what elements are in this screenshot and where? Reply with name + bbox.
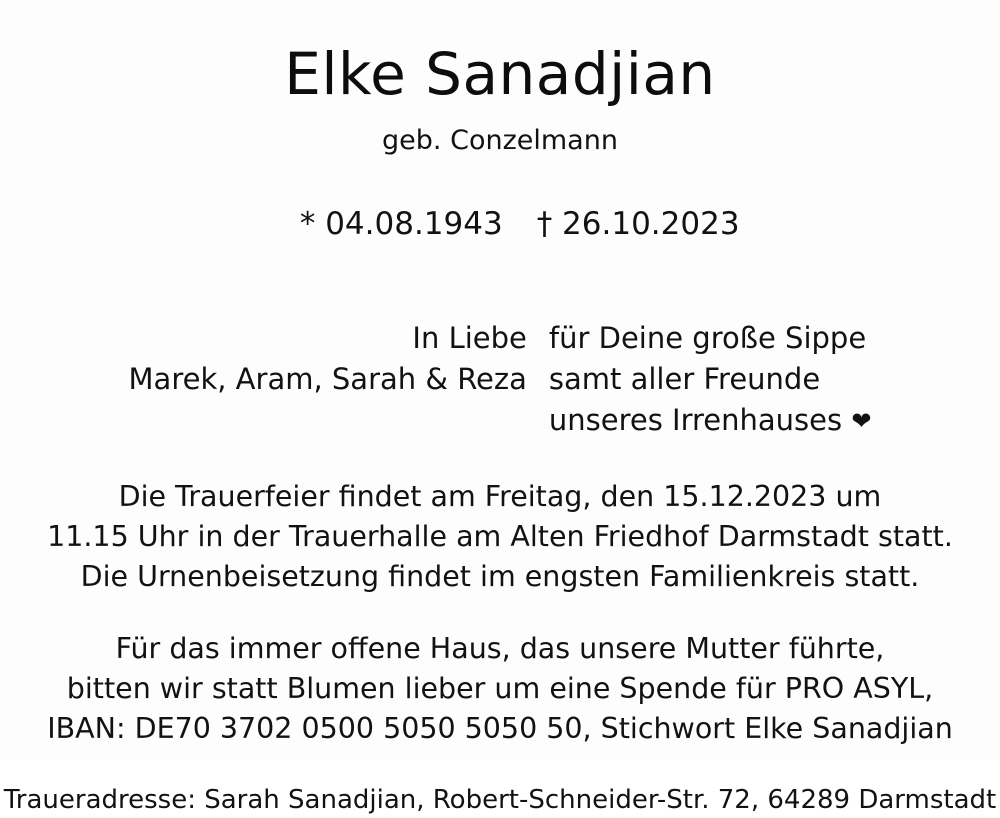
life-dates (260, 170, 739, 278)
tribute-right-line-1: für Deine große Sippe (548, 320, 867, 355)
tribute-left-line-2: Marek, Aram, Sarah & Reza (128, 362, 527, 397)
donation-line-1: Für das immer offene Haus, das unsere Mutter führte, (115, 632, 885, 666)
donation-request (47, 629, 953, 749)
tribute-left-column (129, 318, 549, 442)
tribute-right-line-3-text: unseres Irrenhauses (548, 403, 843, 438)
donation-line-3: IBAN: DE70 3702 0500 5050 5050 50, Stichwort Elke Sanadjian (47, 711, 953, 745)
deceased-name: Elke Sanadjian (284, 40, 716, 108)
date-separator (503, 206, 537, 242)
ceremony-line-1: Die Trauerfeier findet am Freitag, den 15.12.2023 um (118, 480, 882, 514)
tribute-right-line-3 (549, 400, 872, 441)
tribute-right-line-2: samt aller Freunde (548, 362, 821, 397)
donation-line-2: bitten wir statt Blumen lieber um eine Spende für PRO ASYL, (66, 671, 934, 705)
tribute-left-line-1: In Liebe (412, 320, 527, 355)
mourning-address: Traueradresse: Sarah Sanadjian, Robert-Schneider-Str. 72, 64289 Darmstadt (3, 784, 997, 815)
tribute-right-column (549, 318, 872, 442)
birth-date: * 04.08.1943 (299, 205, 503, 242)
ceremony-line-2: 11.15 Uhr in der Trauerhalle am Alten Friedhof Darmstadt statt. (47, 520, 953, 554)
ceremony-details (47, 477, 953, 597)
maiden-name: geb. Conzelmann (382, 124, 618, 156)
heart-icon: ❤ (851, 407, 872, 436)
tribute-block (129, 318, 872, 442)
ceremony-line-3: Die Urnenbeisetzung findet im engsten Familienkreis statt. (80, 560, 920, 594)
death-date: † 26.10.2023 (536, 205, 740, 242)
